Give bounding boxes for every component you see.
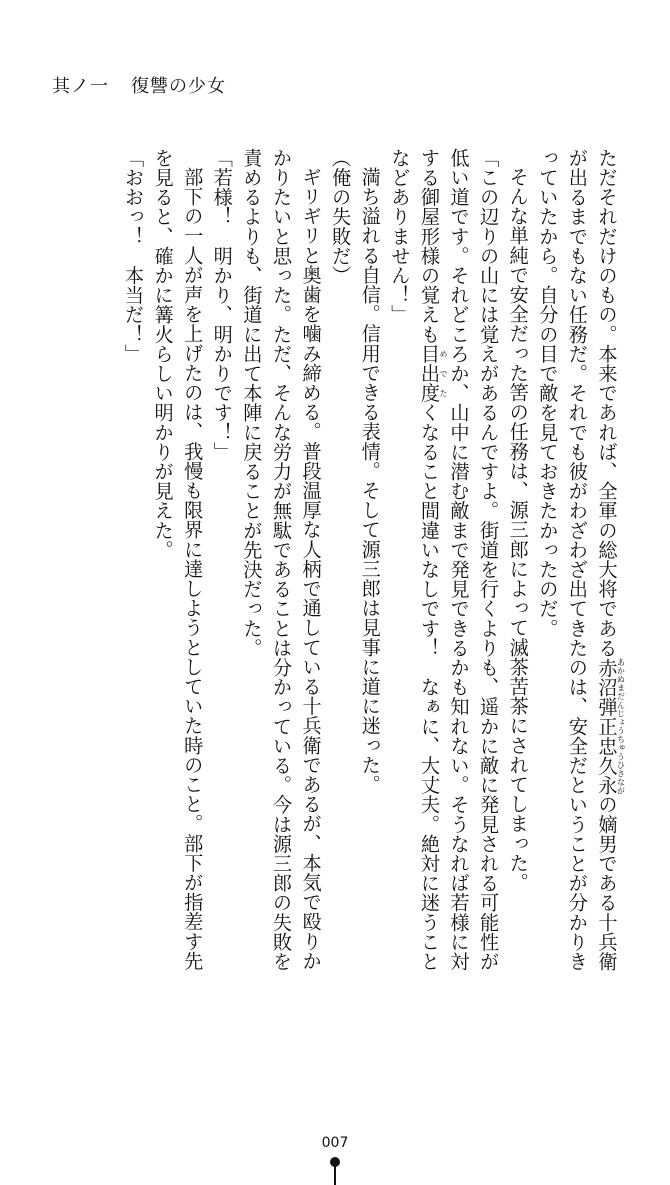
paragraph-1: [533, 148, 625, 978]
ruby-base: 目出度: [417, 344, 441, 403]
furigana-medeta: [417, 344, 448, 403]
ruby-base: 赤沼弾正忠久永: [595, 657, 619, 795]
paragraph-3-text-a: 「この辺りの山には覚えがあるんですよ。街道を行くよりも、遥かに敵に発見される可能性が低い道です。それどころか、山中に潜む敵まで発見できるかも知れない。そうなれば若様に対する御屋形様の覚えも: [417, 148, 501, 972]
vertical-body-text: [50, 148, 625, 978]
paragraph-3-text-b: くなること間違いなしです！ なぁに、大丈夫。絶対に迷うことなどありません！」: [388, 148, 441, 972]
paragraph-8: 部下の一人が声を上げたのは、我慢も限界に達しようとしていた時のこと。部下が指差す先を見ると、確かに篝火らしい明かりが見えた。: [151, 148, 205, 971]
paragraph-5: （俺の失敗だ）: [329, 148, 353, 286]
paragraph-2: そんな単純で安全だった筈の任務は、源三郎によって滅茶苦茶にされてしまった。: [506, 167, 530, 893]
furigana-akanuma: [595, 657, 625, 795]
chapter-header: [52, 72, 226, 98]
chapter-title: 復讐の少女: [131, 76, 226, 97]
paragraph-9: 「おおっ！ 本当だ！」: [122, 148, 145, 364]
paragraph-3: [385, 148, 503, 978]
paragraph-1-text-a: ただそれだけのもの。本来であれば、全軍の総大将である: [595, 148, 619, 658]
chapter-number: 其ノ一: [52, 76, 109, 97]
paragraph-1-text-b: の嫡男である十兵衛が出るまでもない任務だ。それでも彼がわざわざ出てきたのは、安全だということが分かりきっていたから。自分の目で敵を見ておきたかったのだ。: [536, 148, 619, 972]
ruby-reading: あかぬまだんじょうちゅうひさなが: [616, 657, 625, 795]
paragraph-6: ギリギリと奥歯を噛み締める。普段温厚な人柄で通している十兵衛であるが、本気で殴りかかりたいと思った。ただ、そんな労力が無駄であることは分かっている。今は源三郎の失敗を責めるよりも、街道に出て本陣に戻ることが先決だった。: [240, 148, 323, 972]
page-number: 007: [321, 1135, 349, 1151]
ruby-reading: めでた: [438, 344, 448, 403]
page-marker-line: [334, 1166, 336, 1185]
paragraph-4: 満ち溢れる自信。信用できる表情。そして源三郎は見事に道に迷った。: [358, 167, 382, 795]
paragraph-7: 「若様！ 明かり、明かりです！」: [210, 148, 234, 462]
